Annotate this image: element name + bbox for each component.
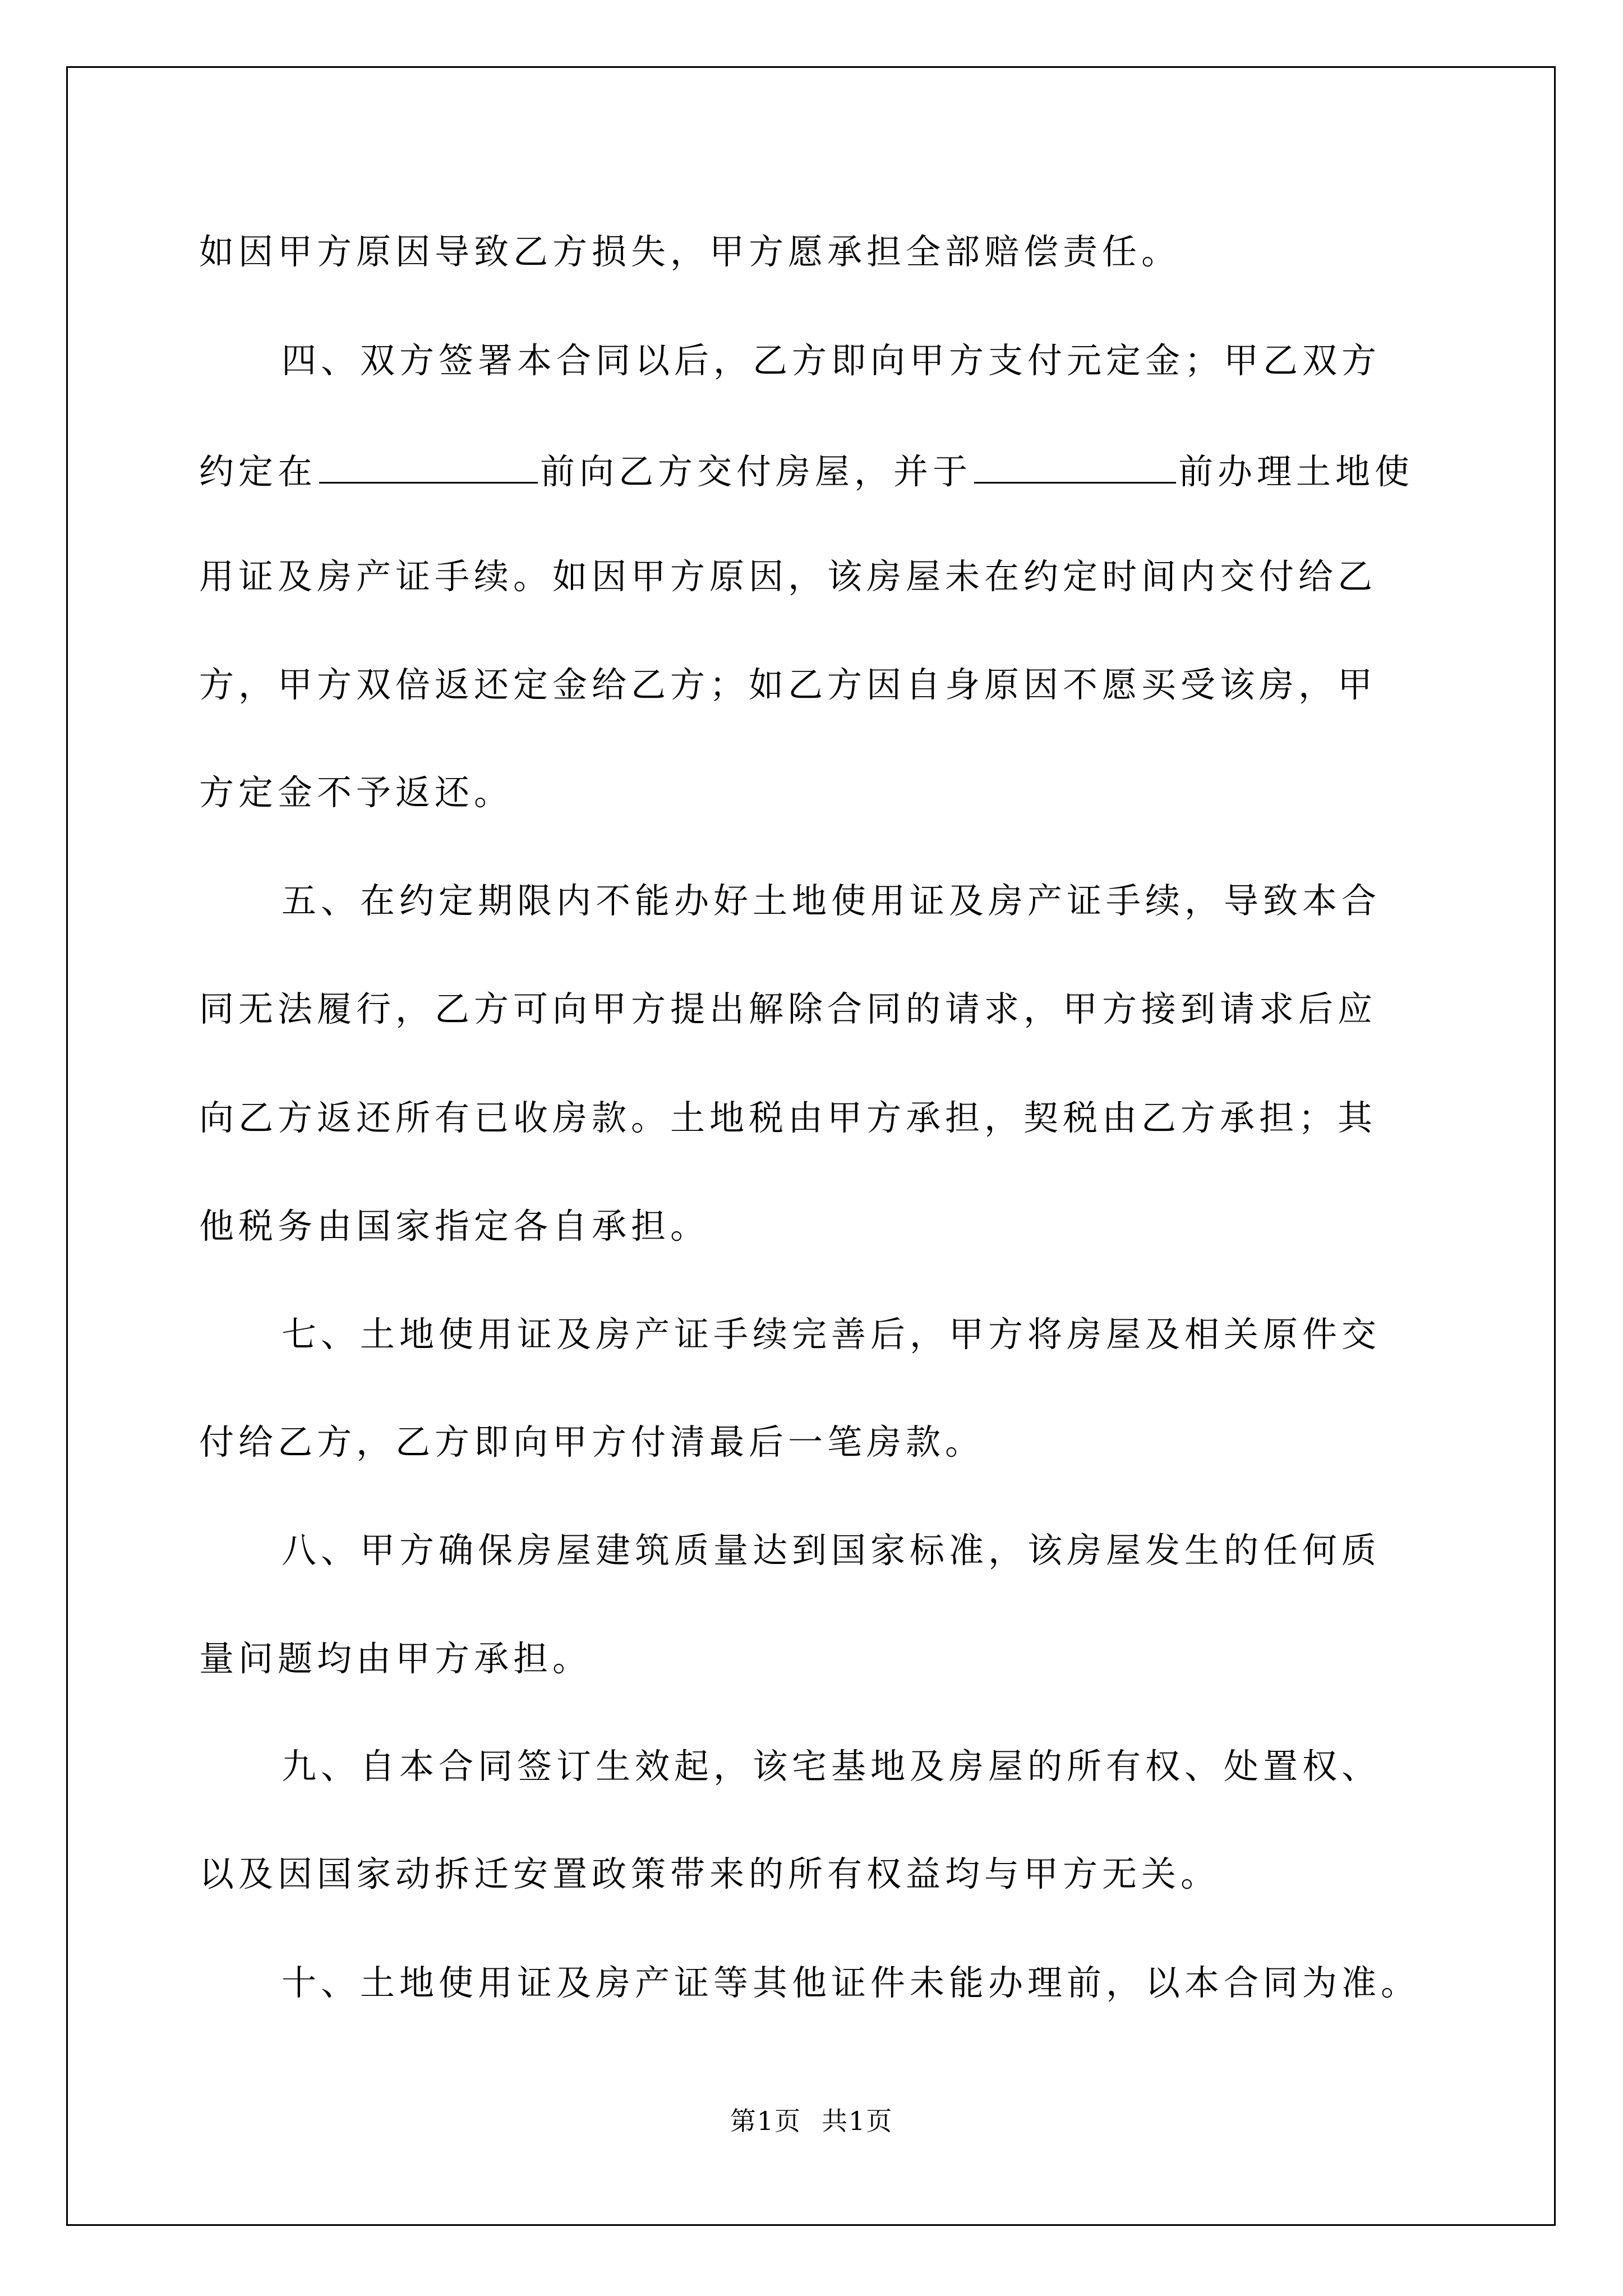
paragraph-line: 八、甲方确保房屋建筑质量达到国家标准，该房屋发生的任何质	[282, 1530, 1381, 1571]
paragraph-line: 以及因国家动拆迁安置政策带来的所有权益均与甲方无关。	[199, 1853, 1220, 1894]
line-text-middle: 前向乙方交付房屋，并于	[540, 451, 972, 492]
paragraph-line: 付给乙方，乙方即向甲方付清最后一笔房款。	[199, 1421, 985, 1462]
line-text-after: 前办理土地使	[1178, 451, 1414, 492]
date-blank-2	[974, 452, 1176, 484]
paragraph-line: 向乙方返还所有已收房款。土地税由甲方承担，契税由乙方承担；其	[199, 1097, 1377, 1138]
paragraph-line: 用证及房产证手续。如因甲方原因，该房屋未在约定时间内交付给乙	[199, 556, 1377, 597]
paragraph-line: 十、土地使用证及房产证等其他证件未能办理前，以本合同为准。	[282, 1962, 1421, 2003]
page-footer	[0, 2101, 1623, 2138]
paragraph-line: 方，甲方双倍返还定金给乙方；如乙方因自身原因不愿买受该房，甲	[199, 664, 1377, 705]
page-number: 第1页	[730, 2106, 801, 2136]
paragraph-line-with-blanks	[199, 451, 1414, 492]
paragraph-line: 量问题均由甲方承担。	[199, 1638, 592, 1679]
paragraph-line: 九、自本合同签订生效起，该宅基地及房屋的所有权、处置权、	[282, 1746, 1381, 1787]
line-text-before: 约定在	[199, 451, 317, 492]
paragraph-line: 他税务由国家指定各自承担。	[199, 1205, 710, 1246]
paragraph-line: 四、双方签署本合同以后，乙方即向甲方支付元定金；甲乙双方	[282, 340, 1381, 381]
page-border	[66, 66, 1556, 2226]
paragraph-line: 方定金不予返还。	[199, 772, 514, 813]
page-total: 共1页	[822, 2106, 893, 2136]
paragraph-line: 同无法履行，乙方可向甲方提出解除合同的请求，甲方接到请求后应	[199, 988, 1377, 1029]
date-blank-1	[319, 452, 538, 484]
paragraph-line: 五、在约定期限内不能办好土地使用证及房产证手续，导致本合	[282, 880, 1381, 921]
paragraph-line: 如因甲方原因导致乙方损失，甲方愿承担全部赔偿责任。	[199, 231, 1181, 272]
paragraph-line: 七、土地使用证及房产证手续完善后，甲方将房屋及相关原件交	[282, 1314, 1381, 1355]
